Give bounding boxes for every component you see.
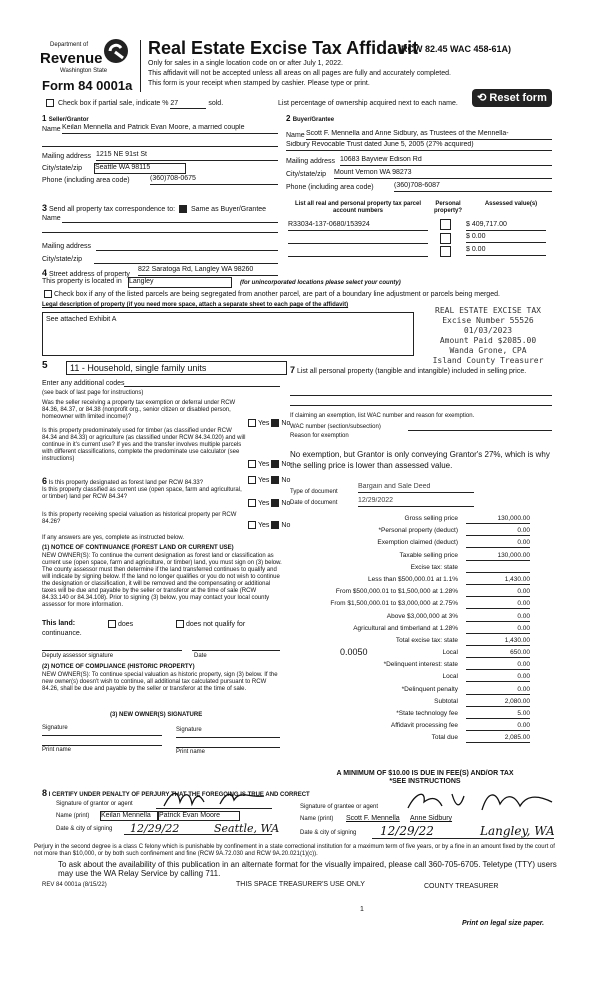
additional-codes-note: (see back of last page for instructions): [42, 390, 144, 396]
new-owner-sig-field-1[interactable]: [42, 735, 162, 736]
grantor-signature-image: [160, 788, 270, 810]
same-as-buyer-checkbox[interactable]: [179, 205, 187, 213]
calc-row: [300, 697, 530, 709]
calc-label: *Personal property (deduct): [378, 527, 458, 535]
calc-value[interactable]: 2,080.00: [466, 697, 530, 707]
calc-row: [300, 612, 530, 624]
seller-phone-label: Phone (including area code): [42, 177, 130, 184]
calc-row: [300, 624, 530, 636]
calc-row: [300, 526, 530, 538]
calc-value[interactable]: 650.00: [466, 648, 530, 658]
land-use-select[interactable]: 11 - Household, single family units: [66, 361, 287, 375]
buyer-mailing-field[interactable]: 10683 Bayview Edison Rd: [340, 156, 552, 166]
street-address-label: 4 Street address of property: [42, 268, 130, 278]
deputy-date-field[interactable]: [192, 650, 280, 651]
buyer-phone-field[interactable]: (360)708-6087: [394, 182, 552, 192]
grantee-city-field[interactable]: Langley, WA: [480, 824, 555, 838]
doc-type-select[interactable]: Bargain and Sale Deed: [358, 483, 474, 493]
wac-number-label: WAC number (section/subsection): [290, 424, 381, 430]
personal-property-field-2[interactable]: [290, 405, 552, 406]
calc-value[interactable]: 0.00: [466, 624, 530, 634]
buyer-name-label: Name: [286, 132, 305, 139]
seller-heading: 1 Seller/Grantor: [42, 114, 89, 123]
new-owner-signature-heading: (3) NEW OWNER(S) SIGNATURE: [110, 712, 203, 718]
calc-label: Total due: [431, 734, 458, 742]
timber-no-checkbox[interactable]: [271, 460, 279, 468]
exemption-yes-checkbox[interactable]: [248, 419, 256, 427]
legal-description-field[interactable]: [42, 312, 414, 356]
calc-row: [300, 636, 530, 648]
calc-value[interactable]: 0.00: [466, 612, 530, 622]
wac-number-field[interactable]: [408, 430, 552, 431]
grantor-city-field[interactable]: Seattle, WA: [214, 822, 280, 835]
buyer-city-field[interactable]: Mount Vernon WA 98273: [334, 169, 552, 179]
dor-logo-icon: [103, 38, 129, 64]
calc-value[interactable]: 130,000.00: [466, 514, 530, 524]
calc-row: [300, 538, 530, 550]
personal-property-field-1[interactable]: [290, 395, 552, 396]
grantee-print-label: Name (print): [300, 816, 334, 822]
header-note-1: Only for sales in a single location code on or after July 1, 2022.: [148, 60, 343, 67]
seller-name-field[interactable]: Keilan Mennella and Patrick Evan Moore, a married couple: [62, 124, 278, 134]
calc-row: [300, 672, 530, 684]
grantor-print-label: Name (print): [56, 813, 90, 819]
calc-label: Local: [442, 649, 458, 657]
exemption-claim-label: If claiming an exemption, list WAC number and reason for exemption.: [290, 413, 475, 419]
does-not-checkbox[interactable]: [176, 620, 184, 628]
treasurer-space-label: THIS SPACE TREASURER'S USE ONLY: [236, 881, 365, 888]
see-instructions-note: *SEE INSTRUCTIONS: [389, 778, 461, 785]
street-address-field[interactable]: 822 Saratoga Rd, Langley WA 98260: [138, 266, 278, 276]
deputy-signature-label: Deputy assessor signature: [42, 653, 114, 659]
parcel-col-header: List all real and personal property tax parcel account numbers: [294, 201, 422, 214]
calc-value[interactable]: 0.00: [466, 538, 530, 548]
calc-value[interactable]: 0.00: [466, 721, 530, 731]
assessed-value-2[interactable]: $ 0.00: [466, 233, 546, 243]
forest-no-checkbox[interactable]: [271, 476, 279, 484]
calc-label: From $1,500,000.01 to $3,000,000 at 2.75%: [330, 600, 458, 608]
calc-row: [300, 551, 530, 563]
calc-label: Total excise tax: state: [395, 636, 458, 644]
calc-label: Affidavit processing fee: [390, 722, 458, 730]
seller-city-label: City/state/zip: [42, 165, 83, 172]
new-owner-print-label-1: Print name: [42, 747, 72, 753]
compliance-body: NEW OWNER(S): To continue special valuation as historic property, sign (3) below. If the new owner(s) doesn't wish to continue, all additional tax calculated pursuant to RCW 84.26, shall be due and payable by the seller or transferor at the time of sale.: [42, 672, 278, 692]
calc-label: Gross selling price: [404, 515, 458, 522]
current-use-answer: Yes No: [246, 499, 290, 508]
personal-checkbox-2[interactable]: [440, 233, 451, 244]
does-checkbox[interactable]: [108, 620, 116, 628]
calc-value[interactable]: 0.00: [466, 685, 530, 695]
personal-checkbox-1[interactable]: [440, 219, 451, 230]
parcel-number-2[interactable]: [288, 243, 428, 244]
calc-value[interactable]: 1,430.00: [466, 636, 530, 646]
calc-row: [300, 514, 530, 526]
seller-phone-field[interactable]: (360)708-0675: [150, 175, 278, 185]
personal-checkbox-3[interactable]: [440, 246, 451, 257]
new-owner-print-field-1[interactable]: [42, 745, 162, 746]
page-number: 1: [360, 906, 364, 913]
seller-mailing-label: Mailing address: [42, 153, 92, 160]
stamp-line-1: REAL ESTATE EXCISE TAX: [435, 306, 541, 315]
calc-value[interactable]: 5.00: [466, 709, 530, 719]
calc-row: [300, 648, 530, 660]
historical-question: Is this property receiving special valuation as historical property per RCW 84.26?: [42, 512, 237, 525]
parcel-number-3[interactable]: [288, 256, 428, 257]
additional-codes-field[interactable]: [124, 386, 280, 387]
calc-label: Local: [442, 673, 458, 681]
calc-label: Exemption claimed (deduct): [377, 539, 458, 547]
new-owner-sig-field-2[interactable]: [176, 737, 280, 738]
calc-value[interactable]: 0.00: [466, 599, 530, 609]
perjury-notice: Perjury in the second degree is a class C felony which is punishable by confinement in a state correctional institution for a maximum term of five years, or by a fine in an amount fixed by the court of not more than $10,000, or by both such confinement and fine (RCW 9A.72.030 and RCW 9A.20.021(1)(c)).: [34, 844, 555, 857]
if-yes-note: If any answers are yes, complete as instructed below.: [42, 535, 185, 541]
continuance-body: NEW OWNER(S): To continue the current designation as forest land or classification as current use (open space, farm and agriculture, or timber) land, you must sign on (3) below. The county assessor must then determine if the land transferred continues to qualify and will indicate by signing below. If the land no longer qualifies or you do not wish to continue the designation or classification, it will be removed and the compensating or additional taxes will be due and payable by the seller or transferor at the time of sale (RCW 84.33.140 or 84.34.108). Prior to signing (3) below, you may contact your local county assessor for more information.: [42, 553, 282, 608]
grantee-date-field[interactable]: 12/29/22: [380, 824, 434, 838]
calc-label: Taxable selling price: [399, 551, 458, 559]
tax-calculation-table: [300, 514, 530, 746]
rcw-reference: (RCW 82.45 WAC 458-61A): [398, 44, 512, 54]
state-label: Washington State: [60, 68, 108, 74]
stamp-line-6: Island County Treasurer: [432, 356, 544, 365]
does-not-option: does not qualify for: [174, 620, 245, 629]
calc-label: Excise tax: state: [410, 563, 458, 571]
reset-icon: ⟲: [477, 92, 487, 104]
seller-mailing-field[interactable]: 1215 NE 91st St: [96, 151, 278, 161]
legal-description-text: See attached Exhibit A: [46, 316, 117, 323]
calc-label: Agricultural and timberland at 1.28%: [353, 624, 458, 632]
exemption-reason-field[interactable]: No exemption, but Grantor is only conveying Grantor's 27%, which is why the selling price is lower than assessed value.: [290, 450, 550, 470]
parcel-number-1[interactable]: R33034-137-0680/153924: [288, 221, 428, 231]
continuance-heading: (1) NOTICE OF CONTINUANCE (FOREST LAND OR CURRENT USE): [42, 545, 234, 551]
exemption-reason-label: Reason for exemption: [290, 433, 349, 439]
form-number: Form 84 0001a: [42, 78, 133, 93]
section5-num: 5: [42, 360, 48, 371]
deputy-date-label: Date: [194, 653, 207, 659]
personal-col-header: Personal property?: [433, 201, 462, 214]
calc-value[interactable]: 1,430.00: [466, 575, 530, 585]
buyer-name-field-1[interactable]: Scott F. Mennella and Anne Sidbury, as Trustees of the Mennella-: [306, 130, 552, 140]
grantee-name-field-2[interactable]: Anne Sidbury: [410, 815, 453, 822]
revision-label: REV 84 0001a (8/15/22): [42, 882, 107, 888]
stamp-line-5: Wanda Grone, CPA: [449, 346, 527, 355]
calc-label: Above $3,000,000 at 3%: [386, 612, 458, 620]
stamp-line-4: Amount Paid $2085.00: [439, 336, 537, 345]
alternate-format-notice: To ask about the availability of this publication in an alternate format for the visually impaired, please call 360-705-6705. Teletype (TTY) users may use the WA Relay Service by calling 711.: [58, 860, 557, 878]
calc-value[interactable]: 0.00: [466, 672, 530, 682]
assessed-col-header: Assessed value(s): [484, 201, 538, 207]
calc-row: [300, 721, 530, 733]
calc-label: *Delinquent penalty: [401, 685, 458, 693]
historical-no-checkbox[interactable]: [271, 521, 279, 529]
partial-sale-row: Check box if partial sale, indicate % 27 sold.: [44, 99, 223, 109]
current-use-yes-checkbox[interactable]: [248, 499, 256, 507]
doc-date-field[interactable]: 12/29/2022: [358, 497, 474, 507]
new-owner-print-field-2[interactable]: [176, 747, 280, 748]
calc-row: [300, 563, 530, 575]
calc-value[interactable]: 0.00: [466, 526, 530, 536]
buyer-name-field-2[interactable]: Sidbury Revocable Trust dated June 5, 2005 (27% acquired): [286, 141, 552, 151]
calc-label: From $500,000.01 to $1,500,000 at 1.28%: [335, 588, 458, 596]
current-use-question: Is this property classified as current use (open space, farm and agricultural, or timber) land per RCW 84.34?: [42, 487, 242, 500]
section3-name-field[interactable]: [62, 222, 278, 223]
grantor-date-field[interactable]: 12/29/22: [130, 822, 180, 835]
doc-type-label: Type of document: [290, 489, 338, 495]
buyer-phone-label: Phone (including area code): [286, 184, 374, 191]
forest-answer: Yes No: [246, 476, 290, 485]
section3-label: 3 Send all property tax correspondence to: Same as Buyer/Grantee: [42, 203, 267, 213]
calc-label: Subtotal: [434, 697, 458, 705]
legal-size-note: Print on legal size paper.: [462, 920, 545, 927]
partial-sale-checkbox[interactable]: [46, 99, 54, 107]
section3-name-label: Name: [42, 215, 61, 222]
excise-stamp: [416, 306, 560, 366]
timber-yes-checkbox[interactable]: [248, 460, 256, 468]
forest-question: 6 Is this property designated as forest land per RCW 84.33?: [42, 476, 204, 486]
grantee-date-line: [372, 838, 554, 839]
calc-value[interactable]: 130,000.00: [466, 551, 530, 561]
timber-question: Is this property predominately used for timber (as classified under RCW 84.34 and 84.33) or agriculture (as classified under RCW 84.34.020) and will continue in it's current use? If yes and the transfer involves multiple parcels with different classifications, complete the predominate use calculator (see instructions): [42, 428, 246, 462]
calc-row: [300, 575, 530, 587]
buyer-mailing-label: Mailing address: [286, 158, 336, 165]
forest-yes-checkbox[interactable]: [248, 476, 256, 484]
legal-description-label: Legal description of property (if you need more space, attach a separate sheet to each page of the affidavit): [42, 302, 349, 308]
grantor-name-field-1[interactable]: Keilan Mennella: [100, 811, 158, 821]
calc-label: Less than $500,000.01 at 1.1%: [368, 575, 458, 583]
seller-name-label: Name: [42, 126, 61, 133]
compliance-heading: (2) NOTICE OF COMPLIANCE (HISTORIC PROPERTY): [42, 664, 195, 670]
located-in-note: (for unincorporated locations please select your county): [240, 280, 401, 286]
calc-row: [300, 709, 530, 721]
timber-answer: Yes No: [246, 460, 290, 469]
grantor-name-field-2[interactable]: Patrick Evan Moore: [158, 811, 240, 821]
segregated-checkbox[interactable]: [44, 290, 52, 298]
seller-name-line-2: [42, 146, 278, 147]
grantee-date-label: Date & city of signing: [300, 830, 357, 836]
new-owner-sig-label-1: Signature: [42, 725, 68, 731]
calc-row: [300, 685, 530, 697]
buyer-city-label: City/state/zip: [286, 171, 327, 178]
located-in-label: This property is located in: [42, 278, 122, 285]
minimum-fee-notice: A MINIMUM OF $10.00 IS DUE IN FEE(S) AND/OR TAX: [336, 770, 514, 777]
assessed-value-3[interactable]: $ 0.00: [466, 246, 546, 256]
revenue-logo-text: Revenue: [40, 50, 103, 67]
located-in-select[interactable]: Langley: [128, 277, 232, 288]
county-treasurer-label: COUNTY TREASURER: [424, 883, 499, 890]
this-land-label: This land:: [42, 620, 76, 627]
ownership-note: List percentage of ownership acquired next to each name.: [278, 100, 458, 107]
dept-label: Department of: [50, 42, 89, 48]
calc-value[interactable]: 0.00: [466, 660, 530, 670]
grantee-sig-label: Signature of grantee or agent: [300, 804, 379, 810]
deputy-signature-field[interactable]: [42, 650, 182, 651]
grantor-sig-label: Signature of grantor or agent: [56, 801, 133, 807]
assessed-value-1[interactable]: $ 409,717.00: [466, 221, 546, 231]
section3-mailing-label: Mailing address: [42, 243, 92, 250]
section3-mailing-field[interactable]: [96, 250, 278, 251]
calc-row: [300, 599, 530, 611]
exemption-answer: Yes No: [246, 419, 290, 428]
certify-statement: 8 I CERTIFY UNDER PENALTY OF PERJURY THAT THE FOREGOING IS TRUE AND CORRECT: [42, 788, 310, 798]
grantor-date-line: [124, 834, 272, 835]
segregated-row: Check box if any of the listed parcels are being segregated from another parcel, are part of a boundary line adjustment or parcels being merged.: [42, 290, 562, 299]
historical-yes-checkbox[interactable]: [248, 521, 256, 529]
doc-date-label: Date of document: [290, 500, 338, 506]
current-use-no-checkbox[interactable]: [271, 499, 279, 507]
page-title: Real Estate Excise Tax Affidavit: [148, 38, 419, 58]
does-option: does: [106, 620, 133, 629]
exemption-no-checkbox[interactable]: [271, 419, 279, 427]
header-note-2: This affidavit will not be accepted unless all areas on all pages are fully and accurately completed.: [148, 70, 451, 77]
grantee-signature-image: [402, 788, 562, 814]
new-owner-sig-label-2: Signature: [176, 727, 202, 733]
historical-answer: Yes No: [246, 521, 290, 530]
calc-row: [300, 587, 530, 599]
seller-city-field[interactable]: Seattle WA 98115: [94, 163, 186, 174]
stamp-line-3: 01/03/2023: [463, 326, 513, 335]
calc-value[interactable]: 0.00: [466, 587, 530, 597]
stamp-line-2: Excise Number 55526: [442, 316, 534, 325]
header-note-3: This form is your receipt when stamped by cashier. Please type or print.: [148, 80, 370, 87]
calc-value[interactable]: [466, 563, 530, 573]
local-rate-field[interactable]: 0.0050: [340, 647, 368, 658]
section3-city-label: City/state/zip: [42, 256, 83, 263]
calc-row: [300, 733, 530, 745]
grantor-date-label: Date & city of signing: [56, 826, 113, 832]
calc-label: *Delinquent interest: state: [383, 661, 458, 669]
calc-value[interactable]: 2,085.00: [466, 733, 530, 743]
header-divider: [140, 40, 141, 92]
section3-city-field[interactable]: [94, 263, 278, 264]
additional-codes-label: Enter any additional codes: [42, 380, 125, 387]
exemption-question: Was the seller receiving a property tax exemption or deferral under RCW 84.36, 84.37, or 84.38 (nonprofit org., senior citizen or disabled person, homeowner with limited income)?: [42, 400, 236, 420]
continuance-label: continuance.: [42, 630, 82, 637]
new-owner-print-label-2: Print name: [176, 749, 206, 755]
partial-sale-percent[interactable]: 27: [170, 100, 206, 109]
calc-row: [300, 660, 530, 672]
personal-property-label: 7 List all personal property (tangible and intangible) included in selling price.: [290, 365, 527, 375]
buyer-heading: 2 Buyer/Grantee: [286, 114, 335, 123]
grantee-name-field-1[interactable]: Scott F. Mennella: [346, 815, 400, 822]
section3-name-line-2: [42, 232, 278, 233]
calc-label: *State technology fee: [396, 710, 458, 717]
reset-form-button[interactable]: ⟲ Reset form: [472, 89, 552, 107]
